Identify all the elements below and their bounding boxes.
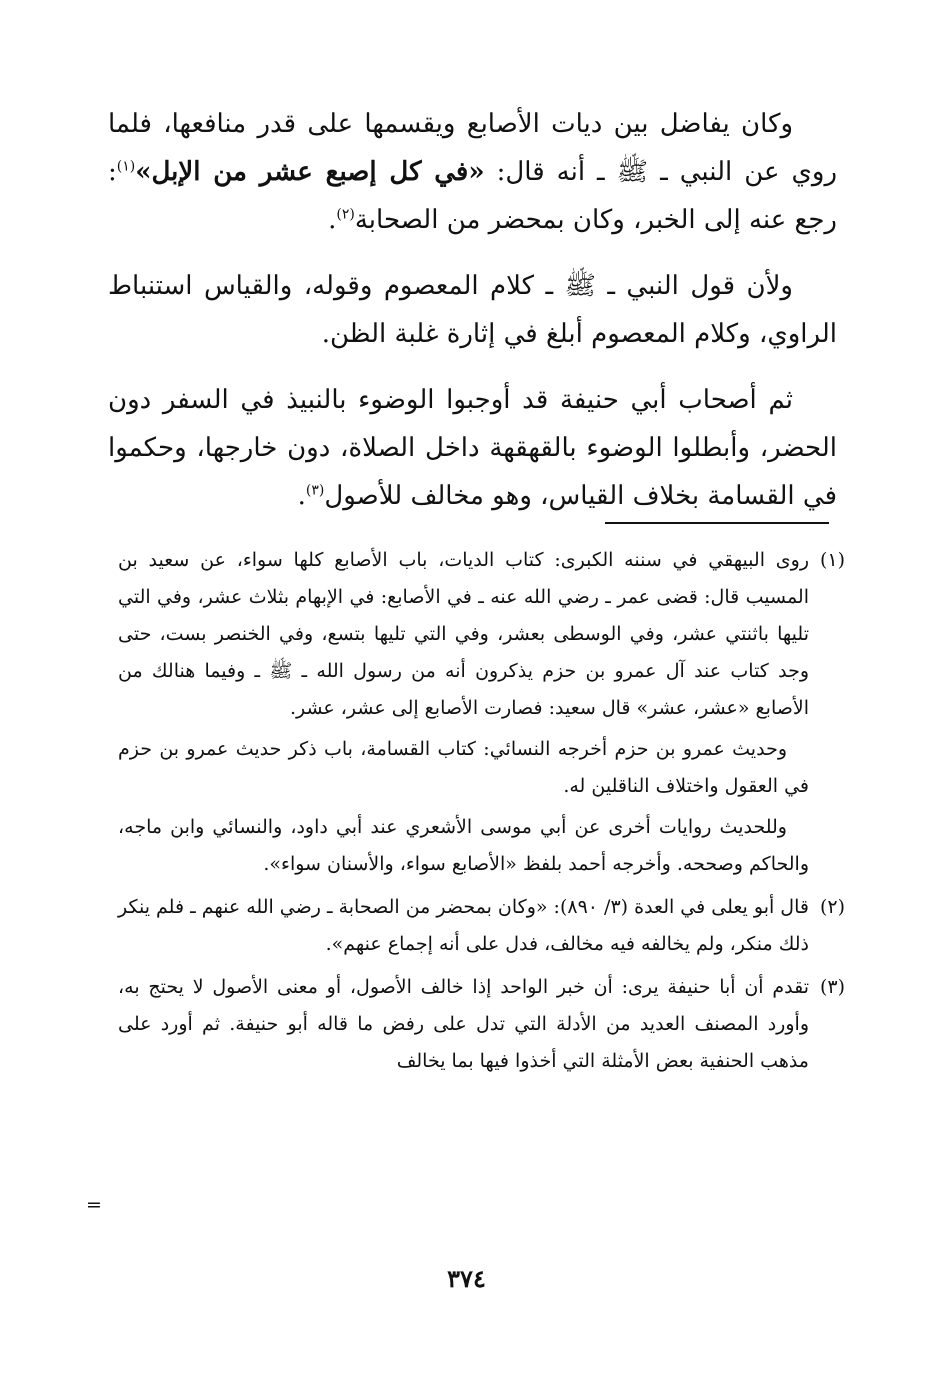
footnote-body: [118, 969, 809, 1080]
footnote-ref-2[interactable]: (٢): [336, 206, 355, 223]
paragraph-2: ولأن قول النبي ـ ﷺ ـ كلام المعصوم وقوله، والقياس استنباط الراوي، وكلام المعصوم أبلغ في إثارة غلبة الظن.: [108, 271, 837, 349]
footnote-3: [118, 969, 845, 1080]
footnote-number: (٢): [819, 896, 845, 918]
footnote-paragraph: قال أبو يعلى في العدة (٣/ ٨٩٠): «وكان بمحضر من الصحابة ـ رضي الله عنهم ـ فلم ينكر ذلك منكر، ولم يخالفه فيه مخالف، فدل على أنه إجماع عنهم».: [118, 896, 809, 955]
footnote-paragraph: روى البيهقي في سننه الكبرى: كتاب الديات، باب الأصابع كلها سواء، عن سعيد بن المسيب قال: قضى عمر ـ رضي الله عنه ـ في الأصابع: في الإبهام بثلاث عشر، وفي التي تليها باثنتي عشر، وفي الوسطى بعشر، وفي التي تليها بتسع، وفي الخنصر بست، حتى وجد كتاب عند آل عمرو بن حزم يذكرون أنه من رسول الله ـ ﷺ ـ وفيما هنالك من الأصابع «عشر، عشر» قال سعيد: فصارت الأصابع إلى عشر، عشر.: [118, 549, 809, 719]
paragraph-1: [108, 100, 837, 244]
footnote-number: (١): [819, 549, 845, 571]
paragraph-3-end: .: [297, 481, 306, 511]
paragraph-3: [108, 376, 837, 520]
footnotes: [118, 542, 845, 1086]
footnote-paragraph: تقدم أن أبا حنيفة يرى: أن خبر الواحد إذا خالف الأصول، أو معنى الأصول لا يحتج به، وأورد المصنف العديد من الأدلة التي تدل على رفض ما قاله أبو حنيفة. ثم أورد على مذهب الحنفية بعض الأمثلة التي أخذوا فيها بما يخالف: [118, 976, 809, 1072]
paragraph-1-text: وكان يفاضل بين ديات الأصابع ويقسمها على قدر منافعها، فلما روي عن النبي ـ ﷺ ـ أنه قال:: [108, 109, 838, 187]
paragraph-1-end: .: [328, 205, 337, 235]
main-text: [108, 100, 837, 538]
continuation-mark: =: [86, 1194, 102, 1216]
footnote-2: [118, 889, 845, 963]
footnote-body: [118, 542, 809, 883]
paragraph-3-text: ثم أصحاب أبي حنيفة قد أوجبوا الوضوء بالنبيذ في السفر دون الحضر، وأبطلوا الوضوء بالقهقهة داخل الصلاة، دون خارجها، وحكموا في القسامة بخلاف القياس، وهو مخالف للأصول: [108, 385, 837, 511]
footnote-1: [118, 542, 845, 883]
footnote-paragraph: وللحديث روايات أخرى عن أبي موسى الأشعري عند أبي داود، والنسائي وابن ماجه، والحاكم وصححه. وأخرجه أحمد بلفظ «الأصابع سواء، والأسنان سواء».: [118, 816, 809, 875]
footnote-ref-3[interactable]: (٣): [305, 482, 325, 499]
footnote-number: (٣): [819, 976, 845, 998]
footnote-body: [118, 889, 809, 963]
footnote-ref-1[interactable]: (١): [116, 158, 136, 175]
footnote-paragraph: وحديث عمرو بن حزم أخرجه النسائي: كتاب القسامة، باب ذكر حديث عمرو بن حزم في العقول واختلاف الناقلين له.: [118, 738, 809, 797]
page-number: ٣٧٤: [447, 1264, 486, 1293]
paragraph-1-continuation: : رجع عنه إلى الخبر، وكان بمحضر من الصحابة: [108, 157, 837, 235]
hadith-quote: «في كل إصبع عشر من الإبل»: [135, 157, 485, 187]
footnote-separator: [605, 522, 829, 524]
